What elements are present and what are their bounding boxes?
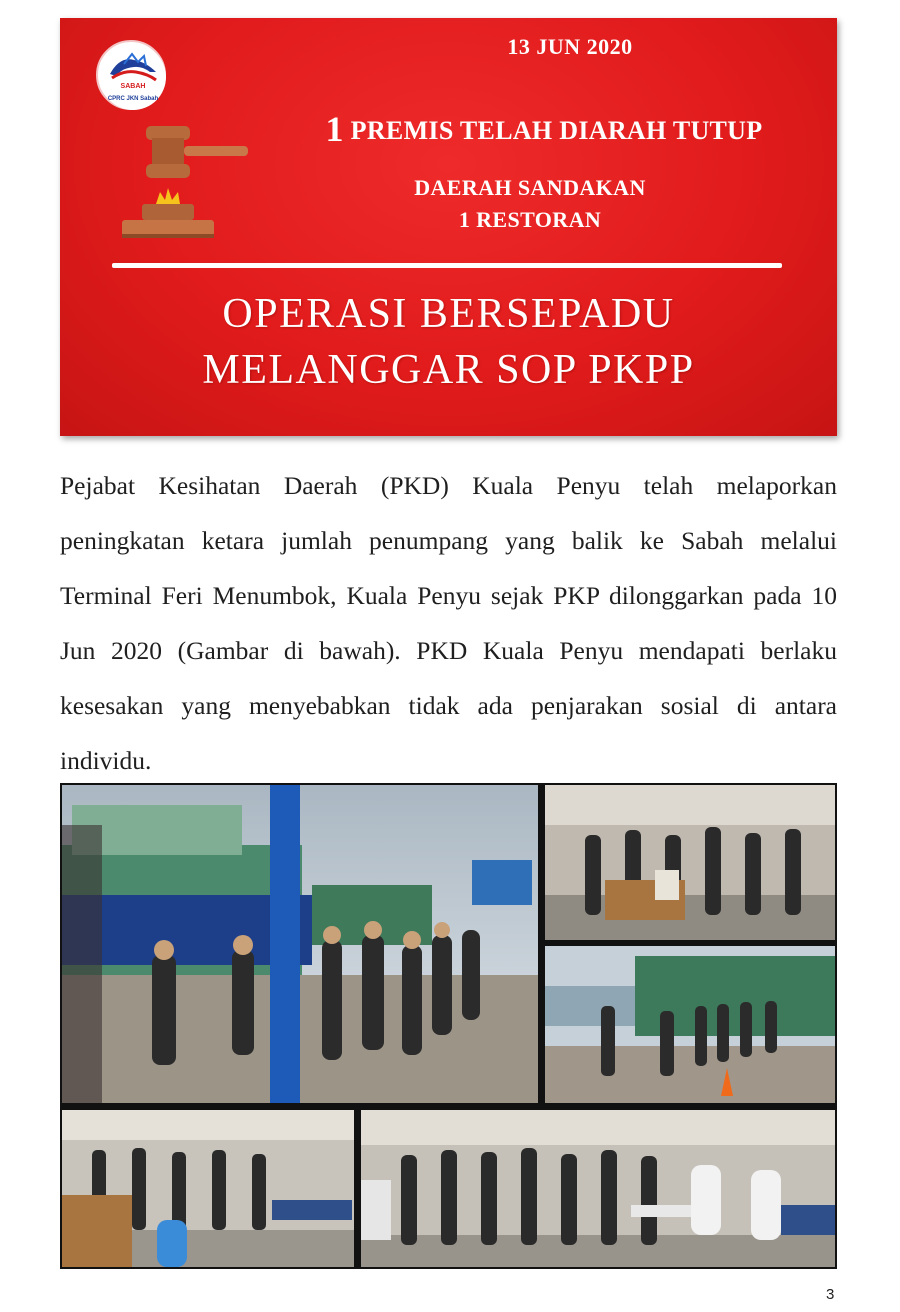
premises-closed-heading <box>274 108 814 150</box>
headline-line-2: MELANGGAR SOP PKPP <box>202 347 695 393</box>
cprc-logo <box>96 40 166 110</box>
premises-label: PREMIS TELAH DIARAH TUTUP <box>350 116 763 145</box>
banner-divider <box>112 263 782 268</box>
premises-detail: 1 RESTORAN <box>458 207 602 232</box>
screening-desk-photo <box>361 1110 835 1267</box>
headline-line-1: OPERASI BERSEPADU <box>222 291 675 337</box>
gavel-icon <box>118 124 254 244</box>
report-paragraph: Pejabat Kesihatan Daerah (PKD) Kuala Penyu telah melaporkan peningkatan ketara jumlah penumpang yang balik ke Sabah melalui Terminal Feri Menumbok, Kuala Penyu sejak PKP dilonggarkan pada 10 Jun 2020 (Gambar di bawah). PKD Kuala Penyu mendapati berlaku kesesakan yang menyebabkan tidak ada penjarakan sosial di antara individu. <box>60 471 837 775</box>
counter-queue-photo <box>62 1110 354 1267</box>
logo-text-bottom: CPRC JKN Sabah <box>107 96 159 102</box>
page-number: 3 <box>826 1286 835 1303</box>
ferry-disembark-photo <box>62 785 538 1103</box>
operation-headline <box>120 286 777 398</box>
district-info <box>370 172 690 236</box>
premises-count: 1 <box>325 109 344 149</box>
report-date: 13 JUN 2020 <box>507 34 633 59</box>
headline-banner <box>60 18 837 436</box>
jetty-queue-photo <box>545 946 835 1103</box>
terminal-hall-photo <box>545 785 835 940</box>
logo-text-top: SABAH <box>120 83 146 90</box>
district-name: DAERAH SANDAKAN <box>414 175 646 200</box>
